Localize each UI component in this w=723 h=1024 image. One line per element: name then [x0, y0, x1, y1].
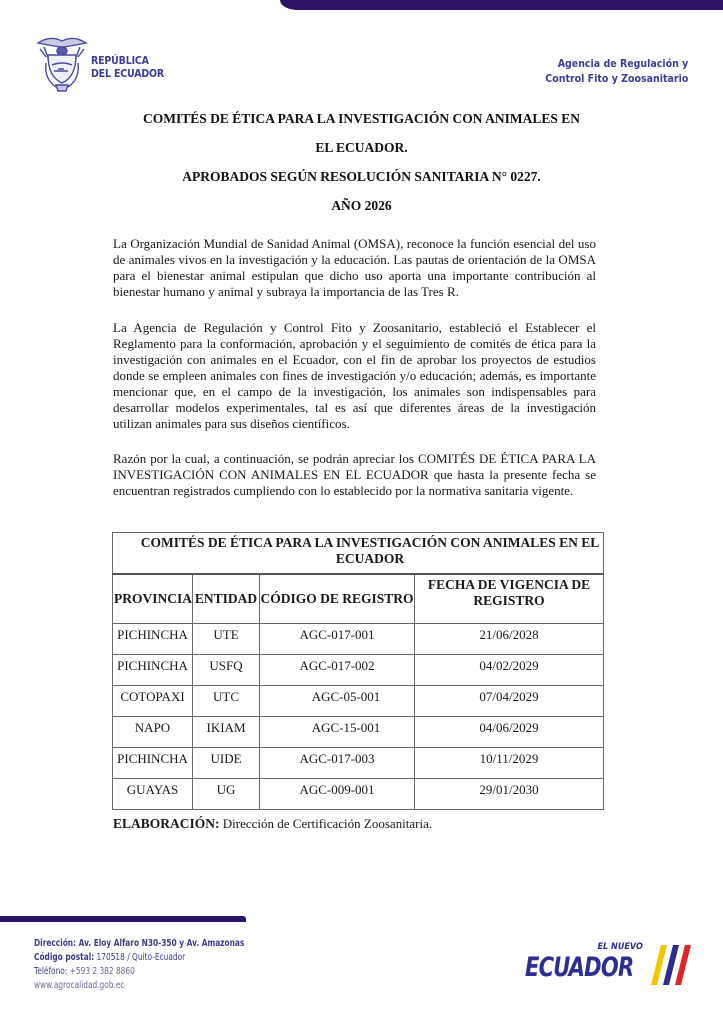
cell-codigo: AGC-017-001: [260, 624, 415, 655]
table-row: [113, 686, 604, 717]
cell-codigo: AGC-009-001: [260, 779, 415, 810]
el-nuevo-ecuador-logo: [525, 940, 695, 996]
logo-line-2: DEL ECUADOR: [91, 67, 165, 80]
cell-codigo: AGC-017-003: [260, 748, 415, 779]
republica-del-ecuador-logo: [34, 33, 164, 93]
cell-provincia: GUAYAS: [113, 779, 193, 810]
logo-ecuador-text: ECUADOR: [525, 952, 634, 983]
cell-codigo: AGC-05-001: [260, 686, 415, 717]
cell-entidad: IKIAM: [193, 717, 260, 748]
cell-provincia: COTOPAXI: [113, 686, 193, 717]
table-row: [113, 717, 604, 748]
table-row: [113, 748, 604, 779]
cell-provincia: PICHINCHA: [113, 624, 193, 655]
cell-fecha: 07/04/2029: [415, 686, 604, 717]
elaboracion-label: ELABORACIÓN:: [113, 816, 220, 831]
cell-fecha: 10/11/2029: [415, 748, 604, 779]
table-caption: COMITÉS DE ÉTICA PARA LA INVESTIGACIÓN CON ANIMALES EN EL ECUADOR: [113, 533, 604, 575]
title-line-3: APROBADOS SEGÚN RESOLUCIÓN SANITARIA N° 0227.: [182, 169, 541, 184]
column-header-fecha: FECHA DE VIGENCIA DE REGISTRO: [415, 574, 604, 624]
logo-el-nuevo-text: EL NUEVO: [597, 942, 643, 952]
committees-table: [112, 532, 604, 810]
logo-line-1: REPÚBLICA: [91, 54, 149, 67]
document-title: [100, 104, 623, 220]
title-line-2: EL ECUADOR.: [315, 140, 408, 155]
elaboracion-value: Dirección de Certificación Zoosanitaria.: [219, 816, 433, 831]
coat-of-arms-icon: [34, 33, 90, 93]
table-header-row: [113, 574, 604, 624]
cell-fecha: 29/01/2030: [415, 779, 604, 810]
header-decorative-bar: [280, 0, 723, 10]
cell-entidad: UG: [193, 779, 260, 810]
paragraph-agencia: La Agencia de Regulación y Control Fito y Zoosanitario, estableció el Establecer el Reglamento para la conformación, aprobación y el seguimiento de comités de ética para la investigación con animales en el Ecuador, con el fin de aprobar los proyectos de estudios donde se empleen animales con fines de investigación y/o educación; además, es importante mencionar que, en el campo de la investigación, los animales son indispensables para desarrollar modelos experimentales, tal es así que diferentes áreas de la investigación utilizan animales para sus diseños científicos.: [113, 320, 596, 431]
column-header-codigo: CÓDIGO DE REGISTRO: [260, 574, 415, 624]
paragraph-razon: Razón por la cual, a continuación, se podrán apreciar los COMITÉS DE ÉTICA PARA LA INVESTIGACIÓN CON ANIMALES EN EL ECUADOR que hasta la presente fecha se encuentran registrados cumpliendo con lo establecido por la normativa sanitaria vigente.: [113, 451, 596, 498]
cell-entidad: USFQ: [193, 655, 260, 686]
cell-entidad: UIDE: [193, 748, 260, 779]
elaboracion-note: [113, 816, 432, 832]
table-row: [113, 624, 604, 655]
footer-phone: Teléfono: +593 2 382 8860: [34, 966, 135, 977]
cell-provincia: NAPO: [113, 717, 193, 748]
cell-entidad: UTE: [193, 624, 260, 655]
table-row: [113, 779, 604, 810]
republica-del-ecuador-text: [91, 54, 164, 80]
cell-fecha: 04/06/2029: [415, 717, 604, 748]
footer-website-link[interactable]: www.agrocalidad.gob.ec: [34, 980, 125, 991]
cell-codigo: AGC-017-002: [260, 655, 415, 686]
cell-fecha: 04/02/2029: [415, 655, 604, 686]
cell-provincia: PICHINCHA: [113, 655, 193, 686]
cell-entidad: UTC: [193, 686, 260, 717]
agency-name: [545, 56, 688, 86]
title-line-1: COMITÉS DE ÉTICA PARA LA INVESTIGACIÓN CON ANIMALES EN: [142, 111, 581, 126]
table-caption-row: [113, 533, 604, 575]
flag-stripes-icon: [651, 943, 695, 987]
column-header-provincia: PROVINCIA: [113, 574, 193, 624]
table-row: [113, 655, 604, 686]
footer-contact-info: [34, 937, 244, 993]
cell-fecha: 21/06/2028: [415, 624, 604, 655]
column-header-entidad: ENTIDAD: [193, 574, 260, 624]
title-line-4: AÑO 2026: [331, 198, 392, 213]
cell-codigo: AGC-15-001: [260, 717, 415, 748]
footer-decorative-bar: [0, 916, 246, 922]
agency-line-1: Agencia de Regulación y: [557, 57, 688, 70]
footer-address: Dirección: Av. Eloy Alfaro N30-350 y Av. Amazonas: [34, 938, 245, 949]
footer-postal: Código postal: 170518 / Quito-Ecuador: [34, 952, 186, 963]
cell-provincia: PICHINCHA: [113, 748, 193, 779]
paragraph-omsa: La Organización Mundial de Sanidad Animal (OMSA), reconoce la función esencial del uso de animales vivos en la investigación y la educación. Las pautas de orientación de la OMSA para el bienestar animal estipulan que dicho uso aporta una importante contribución al bienestar humano y animal y subraya la importancia de las Tres R.: [113, 236, 596, 299]
agency-line-2: Control Fito y Zoosanitario: [544, 72, 688, 85]
